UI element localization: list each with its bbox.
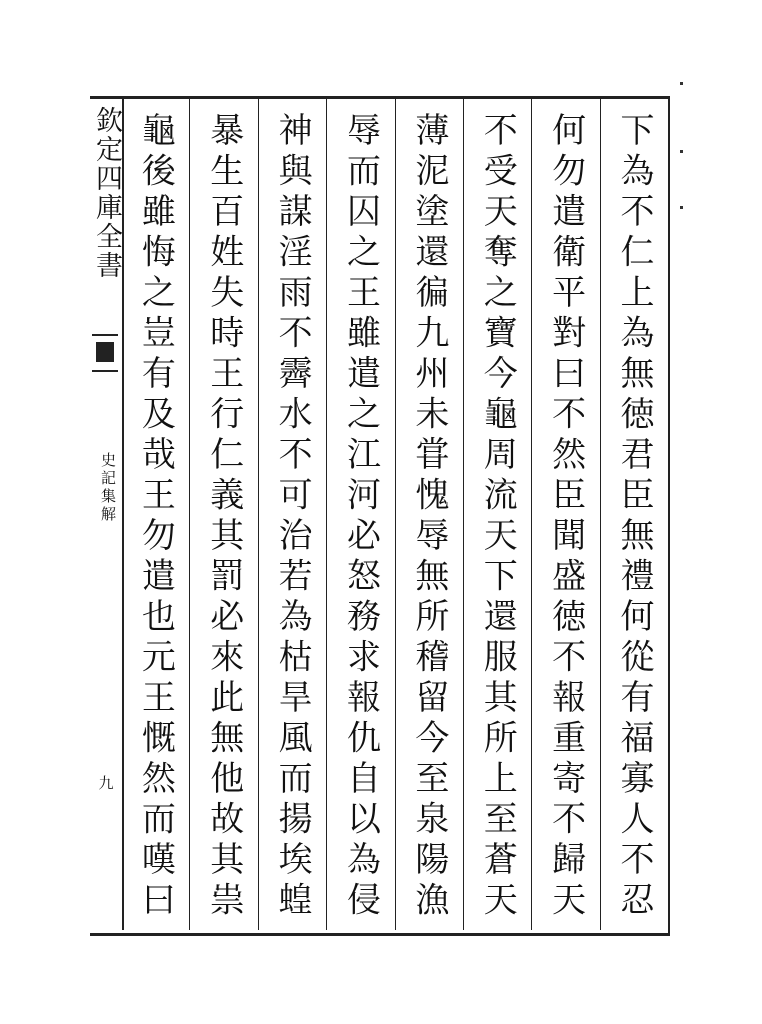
text-column: 暴生百姓失時王行仁義其罰必來此無他故其祟: [190, 96, 258, 930]
text-body: [122, 96, 668, 930]
book-title: 欽定四庫全書: [91, 106, 122, 280]
text-column: 不受天奪之寶今龜周流天下還服其所上至蒼天: [464, 96, 532, 930]
text-column: 薄泥塗還徧九州未甞愧辱無所稽留今至泉陽漁: [396, 96, 464, 930]
text-column: 何勿遣衛平對曰不然臣聞盛徳不報重寄不歸天: [532, 96, 600, 930]
text-column: 下為不仁上為無徳君臣無禮何從有福寡人不忍: [614, 112, 654, 922]
scan-speck: [680, 206, 683, 209]
scan-speck: [680, 150, 683, 153]
text-column: 龜後雖悔之豈有及哉王勿遣也元王慨然而嘆曰: [122, 96, 190, 930]
text-column: 神與謀淫雨不霽水不可治若為枯旱風而揚埃蝗: [259, 96, 327, 930]
scan-speck: [680, 82, 683, 85]
text-column: 辱而囚之王雖遣之江河必怒務求報仇自以為侵: [327, 96, 395, 930]
page-number: 九: [98, 774, 114, 792]
section-label: 史記集解: [99, 452, 117, 524]
fish-tail-mark: [92, 334, 118, 372]
